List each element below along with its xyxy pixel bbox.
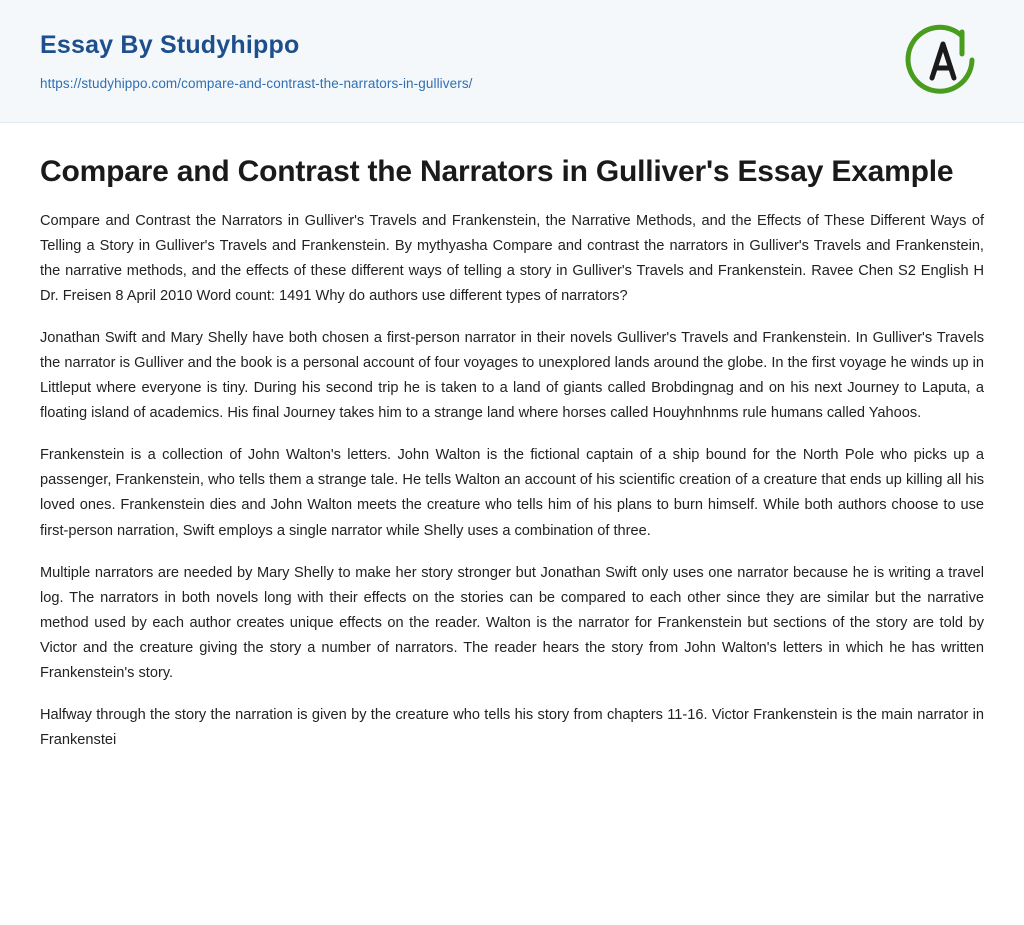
circle-a-logo-icon: [904, 22, 982, 100]
page-title: Compare and Contrast the Narrators in Gulliver's Essay Example: [40, 155, 954, 188]
article-paragraph: Multiple narrators are needed by Mary Shelly to make her story stronger but Jonathan Swift only uses one narrator because he is writing a travel log. The narrators in both novels long with their effects on the stories can be compared to each other since they are similar but the narrative method used by each author creates unique effects on the reader. Walton is the narrator for Frankenstein but sections of the story are told by Victor and the creature giving the story a number of narrators. The reader hears the story from John Walton's letters in which he has written Frankenstein's story.: [40, 564, 984, 681]
article-body: [0, 123, 1024, 753]
site-brand-title: Essay By Studyhippo: [40, 31, 300, 59]
article-paragraph: Frankenstein is a collection of John Walton's letters. John Walton is the fictional captain of a ship bound for the North Pole who picks up a passenger, Frankenstein, who tells them a strange tale. He tells Walton an account of his scientific creation of a creature that ends up killing all his loved ones. Frankenstein dies and John Walton meets the creature who tells him of his plans to burn himself. While both authors choose to use first-person narration, Swift employs a single narrator while Shelly uses a combination of three.: [40, 447, 984, 539]
article-paragraph: Halfway through the story the narration is given by the creature who tells his story from chapters 11-16. Victor Frankenstein is the main narrator in Frankenstei: [40, 707, 984, 749]
source-url[interactable]: https://studyhippo.com/compare-and-contrast-the-narrators-in-gullivers/: [40, 75, 473, 91]
site-header: [0, 0, 1024, 123]
article-paragraph: Compare and Contrast the Narrators in Gulliver's Travels and Frankenstein, the Narrative Methods, and the Effects of These Different Ways of Telling a Story in Gulliver's Travels and Frankenstein. By mythyasha Compare and contrast the narrators in Gulliver's Travels and Frankenstein, the narrative methods, and the effects of these different ways of telling a story in Gulliver's Travels and Frankenstein. Ravee Chen S2 English H Dr. Freisen 8 April 2010 Word count: 1491 Why do authors use different types of narrators?: [40, 212, 984, 304]
article-paragraph: Jonathan Swift and Mary Shelly have both chosen a first-person narrator in their novels Gulliver's Travels and Frankenstein. In Gulliver's Travels the narrator is Gulliver and the book is a personal account of four voyages to unexplored lands around the globe. In the first voyage he winds up in Littleput where everyone is tiny. During his second trip he is taken to a land of giants called Brobdingnag and on his next Journey to Laputa, a floating island of academics. His final Journey takes him to a strange land where horses called Houyhnhnms rule humans called Yahoos.: [40, 329, 984, 422]
